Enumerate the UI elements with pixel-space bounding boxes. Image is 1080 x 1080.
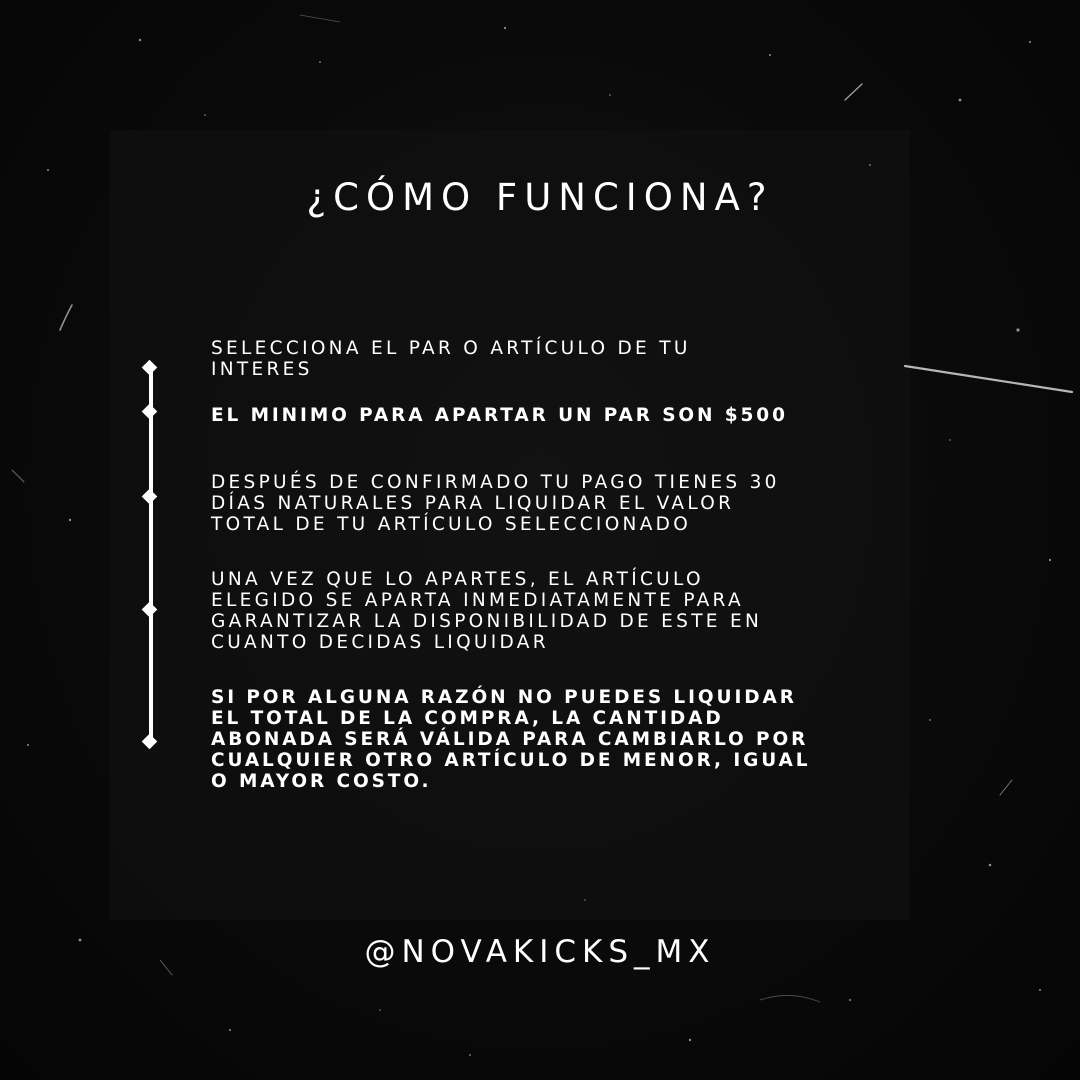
timeline <box>139 356 163 750</box>
step-4-text: UNA VEZ QUE LO APARTES, EL ARTÍCULO ELEGIDO SE APARTA INMEDIATAMENTE PARA GARANTIZAR LA DISPONIBILIDAD DE ESTE EN CUANTO DECIDAS LIQUIDAR <box>211 569 763 653</box>
step-1-text: SELECCIONA EL PAR O ARTÍCULO DE TU INTERES <box>211 338 691 380</box>
step-5-text: SI POR ALGUNA RAZÓN NO PUEDES LIQUIDAR EL TOTAL DE LA COMPRA, LA CANTIDAD ABONADA SERÁ VÁLIDA PARA CAMBIARLO POR CUALQUIER OTRO ARTÍCULO DE MENOR, IGUAL O MAYOR COSTO. <box>211 687 811 792</box>
timeline-node <box>142 404 158 420</box>
page-title: ¿CÓMO FUNCIONA? <box>306 176 774 219</box>
step-2-text: EL MINIMO PARA APARTAR UN PAR SON $500 <box>211 405 788 426</box>
step-3-text: DESPUÉS DE CONFIRMADO TU PAGO TIENES 30 DÍAS NATURALES PARA LIQUIDAR EL VALOR TOTAL DE TU ARTÍCULO SELECCIONADO <box>211 472 780 535</box>
timeline-line <box>149 366 153 740</box>
social-handle: @NOVAKICKS_MX <box>364 934 716 970</box>
timeline-node <box>142 489 158 505</box>
timeline-node <box>142 360 158 376</box>
timeline-node <box>142 734 158 750</box>
timeline-node <box>142 602 158 618</box>
